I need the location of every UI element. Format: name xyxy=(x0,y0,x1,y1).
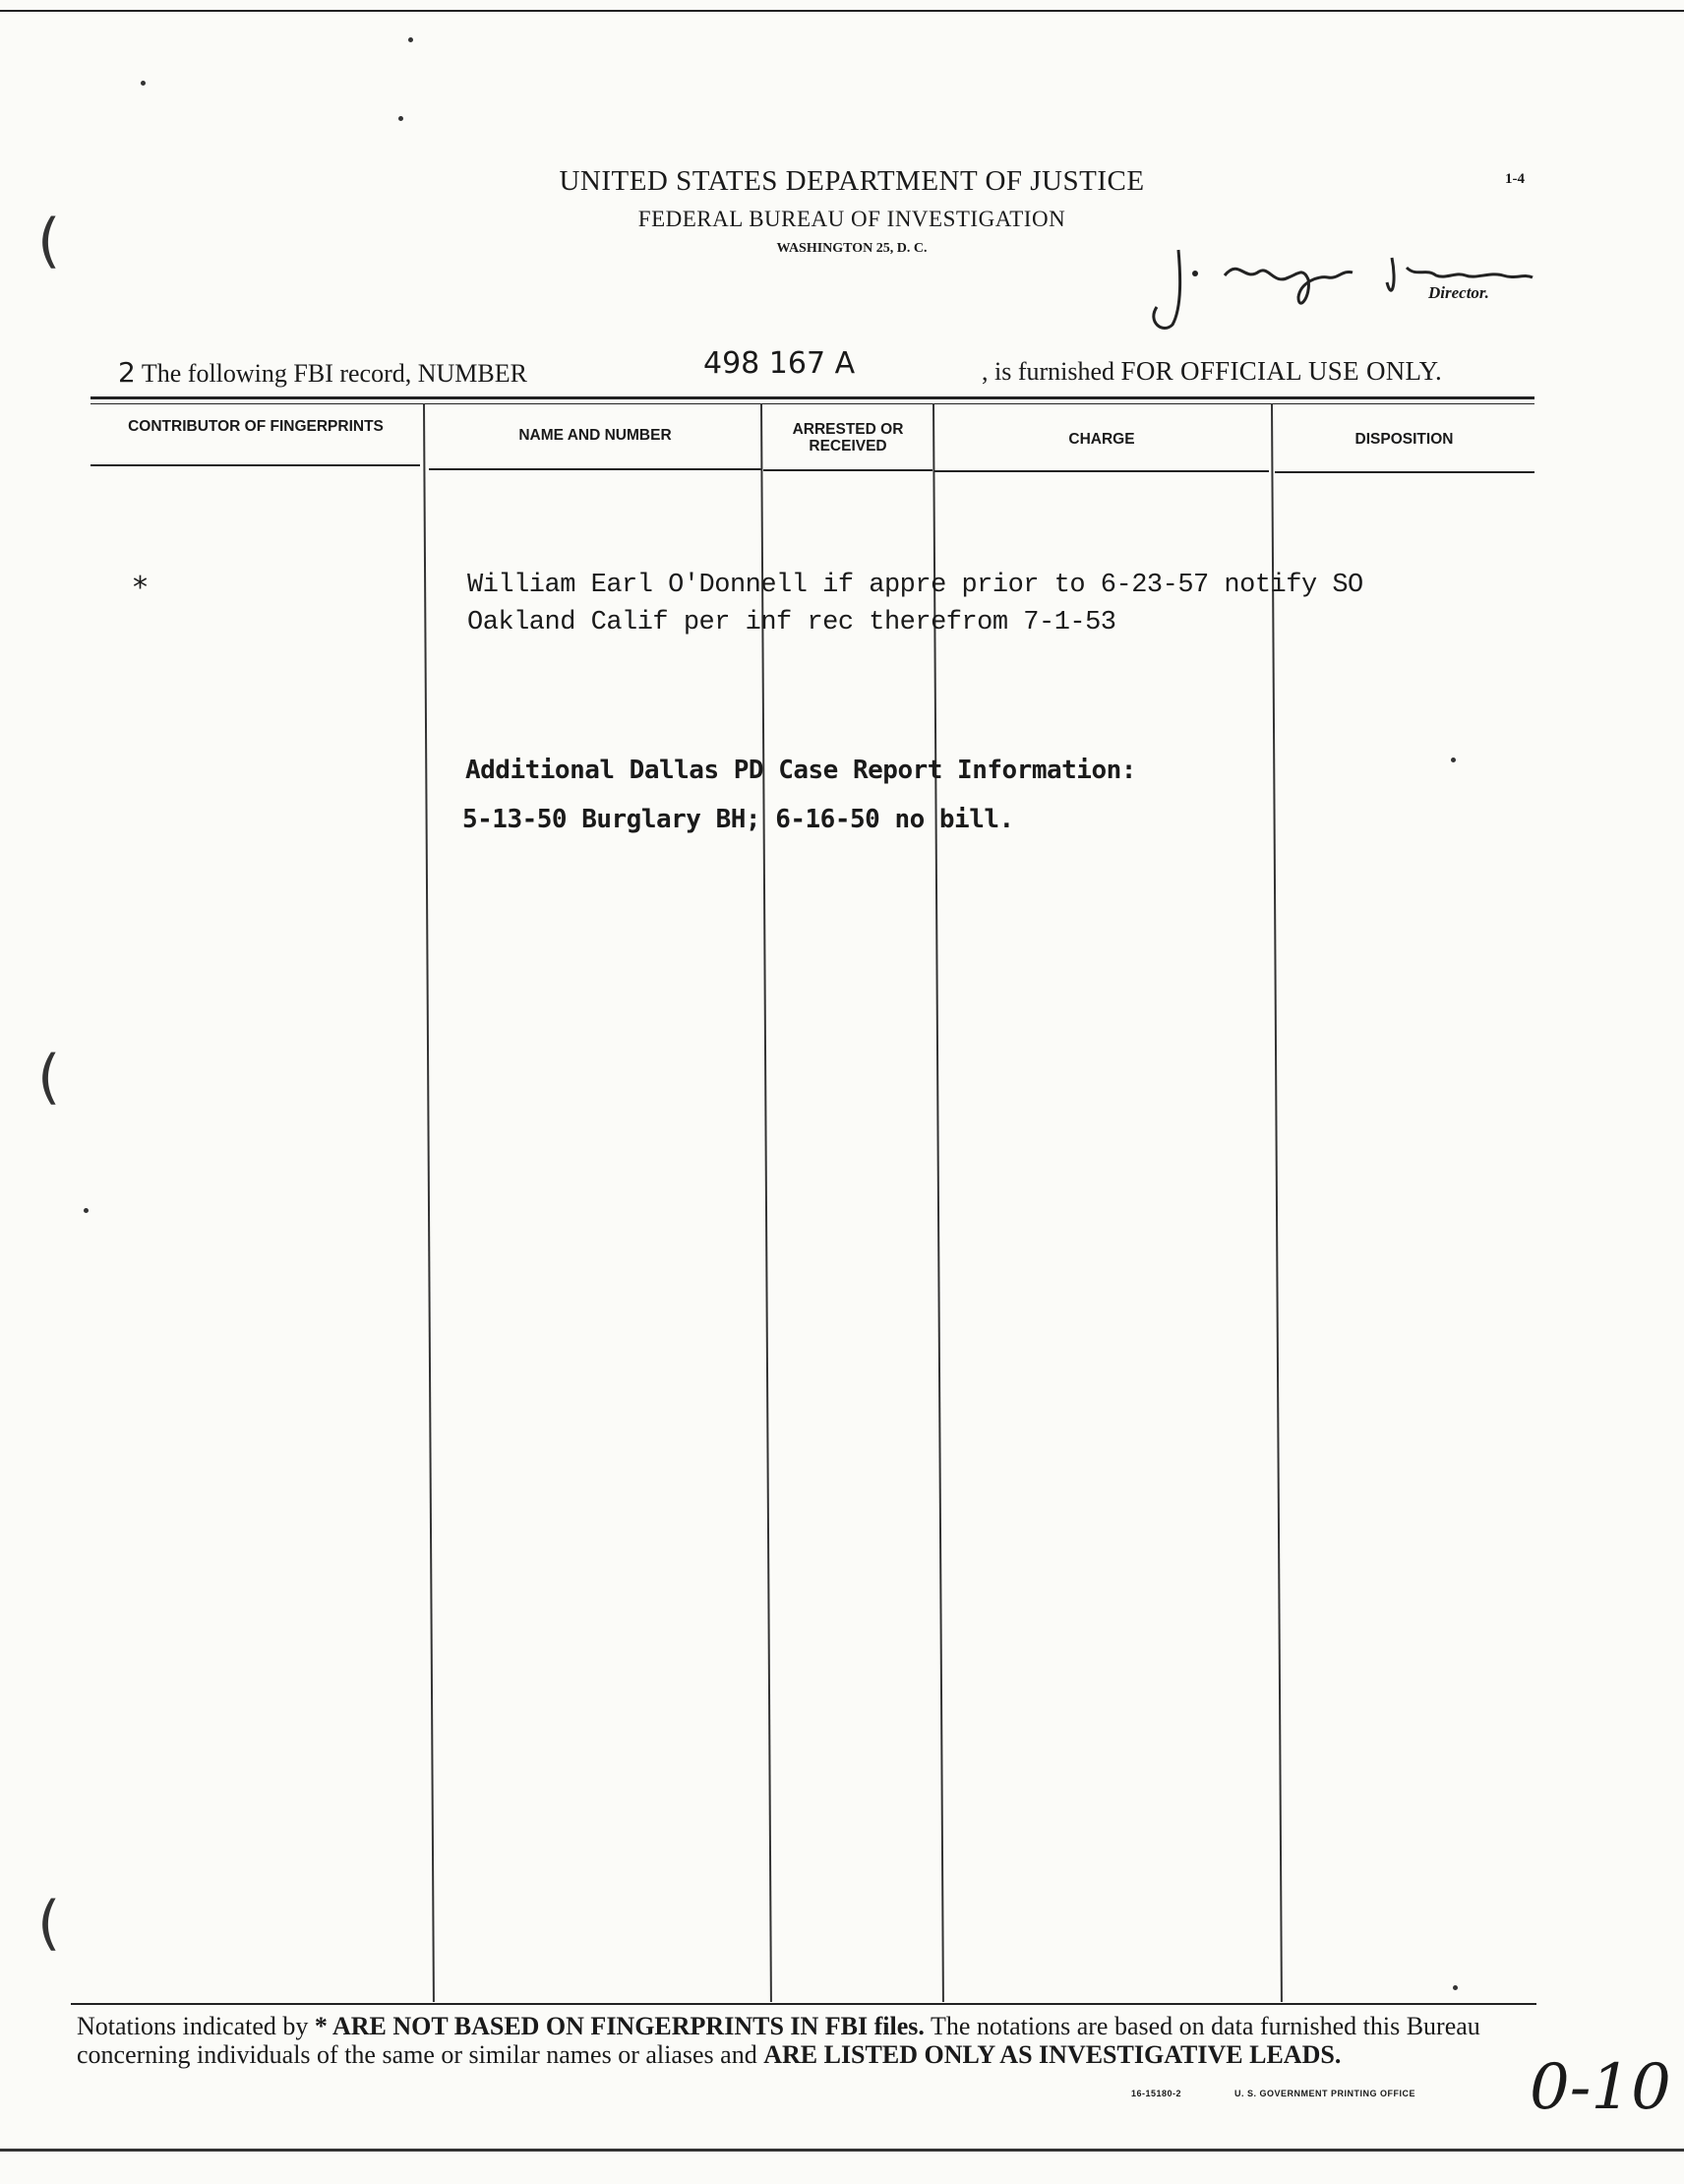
footer-text-3: The notations are based on data furnished this Bureau concerning individuals of the same or similar names or aliases and xyxy=(77,2012,1480,2069)
additional-info-heading: Additional Dallas PD Case Report Information: xyxy=(465,756,1136,785)
page-code: 1-4 xyxy=(1505,171,1525,187)
speck xyxy=(1451,758,1456,762)
additional-info-detail: 5-13-50 Burglary BH; 6-16-50 no bill. xyxy=(462,805,1014,834)
speck xyxy=(1453,1985,1458,1990)
footer-text-2: * ARE NOT BASED ON FINGERPRINTS IN FBI files. xyxy=(314,2012,925,2040)
column-divider xyxy=(423,403,435,2002)
column-divider xyxy=(1271,403,1283,2002)
printer-line: U. S. GOVERNMENT PRINTING OFFICE xyxy=(1234,2089,1416,2098)
table-top-rule-thin xyxy=(90,403,1534,404)
speck xyxy=(408,37,413,42)
punch-hole-mark: ( xyxy=(37,207,61,275)
record-prefix-number: 2 xyxy=(118,356,136,389)
footer-notice xyxy=(77,2012,1533,2069)
record-lead-text: The following FBI record, NUMBER xyxy=(141,359,527,388)
col-header-name: NAME AND NUMBER xyxy=(518,427,672,444)
col-header-disposition: DISPOSITION xyxy=(1354,431,1454,448)
footer-text-1: Notations indicated by xyxy=(77,2012,309,2040)
bottom-edge-line xyxy=(0,2149,1684,2152)
notation-line-1: William Earl O'Donnell if appre prior to 6-23-57 notify SO xyxy=(467,571,1363,600)
footer-text-4: ARE LISTED ONLY AS INVESTIGATIVE LEADS. xyxy=(763,2040,1342,2069)
punch-hole-mark: ( xyxy=(37,1043,61,1112)
record-trail-text: , is furnished xyxy=(982,357,1115,386)
director-signature xyxy=(1151,228,1534,336)
col-head-underline xyxy=(934,470,1269,472)
record-line-left xyxy=(118,356,527,389)
director-label: Director. xyxy=(1428,283,1489,302)
bureau-title: FEDERAL BUREAU OF INVESTIGATION xyxy=(637,207,1066,231)
col-head-underline xyxy=(1275,471,1534,473)
col-header-arrested: ARRESTED OR RECEIVED xyxy=(792,421,904,455)
col-head-underline xyxy=(763,469,932,471)
official-use-notice: FOR OFFICIAL USE ONLY. xyxy=(1120,356,1442,386)
punch-hole-mark: ( xyxy=(37,1889,61,1958)
record-number: 498 167 A xyxy=(703,346,856,381)
speck xyxy=(141,81,146,86)
table-top-rule xyxy=(90,396,1534,399)
footer-rule xyxy=(71,2003,1536,2005)
col-header-contributor: CONTRIBUTOR OF FINGERPRINTS xyxy=(128,418,384,435)
speck xyxy=(84,1208,89,1213)
top-edge-line xyxy=(0,10,1684,12)
column-divider xyxy=(932,403,944,2002)
department-title: UNITED STATES DEPARTMENT OF JUSTICE xyxy=(559,165,1145,197)
col-head-underline xyxy=(90,464,420,466)
handwritten-note: 0-10 xyxy=(1530,2051,1671,2124)
location-line: WASHINGTON 25, D. C. xyxy=(776,241,928,256)
speck xyxy=(398,116,403,121)
column-divider xyxy=(760,403,772,2002)
record-line-right xyxy=(982,356,1442,387)
col-head-underline xyxy=(429,468,761,470)
notation-line-2: Oakland Calif per inf rec therefrom 7-1-53 xyxy=(467,608,1116,637)
col-header-charge: CHARGE xyxy=(1068,431,1135,448)
form-code: 16-15180-2 xyxy=(1131,2089,1182,2098)
entry-asterisk: * xyxy=(133,571,148,605)
